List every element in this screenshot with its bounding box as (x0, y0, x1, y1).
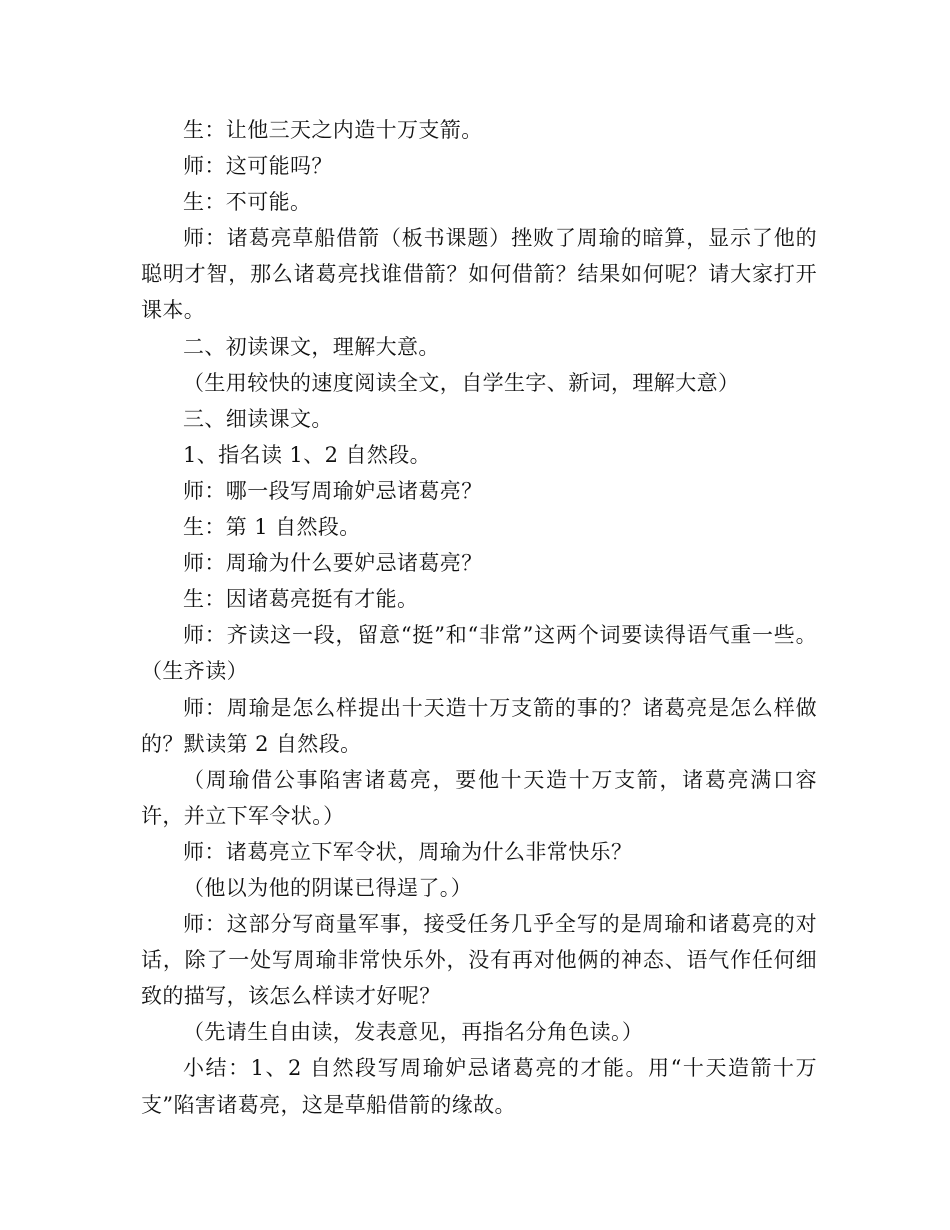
paragraph-teacher-possible: 师：这可能吗？ (183, 154, 333, 179)
paragraph-summary: 小结：1、2 自然段写周瑜妒忌诸葛亮的才能。用“十天造箭十万支”陷害诸葛亮，这是草船借箭的缘故。 (141, 1056, 817, 1117)
document-body (141, 112, 817, 1123)
paragraph-step-1: 1、指名读 1、2 自然段。 (183, 442, 432, 467)
paragraph-student-talent: 生：因诸葛亮挺有才能。 (183, 587, 419, 612)
paragraph-teacher-title-intro: 师：诸葛亮草船借箭（板书课题）挫败了周瑜的暗算，显示了他的聪明才智，那么诸葛亮找谁借箭？如何借箭？结果如何呢？请大家打开课本。 (141, 226, 817, 323)
paragraph-student-three-days: 生：让他三天之内造十万支箭。 (183, 118, 483, 142)
paragraph-teacher-read-aloud: 师：齐读这一段，留意“挺”和“非常”这两个词要读得语气重一些。（生齐读） (141, 623, 817, 684)
paragraph-teacher-how-proposed: 师：周瑜是怎么样提出十天造十万支箭的事的？诸葛亮是怎么样做的？默读第 2 自然段。 (141, 695, 817, 756)
paragraph-role-reading-note: （先请生自由读，发表意见，再指名分角色读。） (183, 1020, 644, 1045)
paragraph-teacher-why-jealous: 师：周瑜为什么要妒忌诸葛亮？ (183, 551, 483, 576)
paragraph-student-impossible: 生：不可能。 (183, 190, 312, 215)
paragraph-answer-framing: （周瑜借公事陷害诸葛亮，要他十天造十万支箭，诸葛亮满口容许，并立下军令状。） (141, 767, 817, 828)
paragraph-answer-plot: （他以为他的阴谋已得逞了。） (183, 875, 473, 900)
paragraph-teacher-why-happy: 师：诸葛亮立下军令状，周瑜为什么非常快乐？ (183, 839, 633, 864)
paragraph-teacher-how-to-read: 师：这部分写商量军事，接受任务几乎全写的是周瑜和诸葛亮的对话，除了一处写周瑜非常快乐外，没有再对他俩的神态、语气作任何细致的描写，该怎么样读才好呢？ (141, 912, 817, 1009)
paragraph-reading-note: （生用较快的速度阅读全文，自学生字、新词，理解大意） (183, 370, 740, 395)
paragraph-teacher-which-section: 师：哪一段写周瑜妒忌诸葛亮？ (183, 478, 483, 503)
paragraph-student-section-1: 生：第 1 自然段。 (183, 515, 361, 540)
section-heading-close-reading: 三、细读课文。 (183, 406, 333, 431)
section-heading-first-reading: 二、初读课文，理解大意。 (183, 334, 440, 359)
